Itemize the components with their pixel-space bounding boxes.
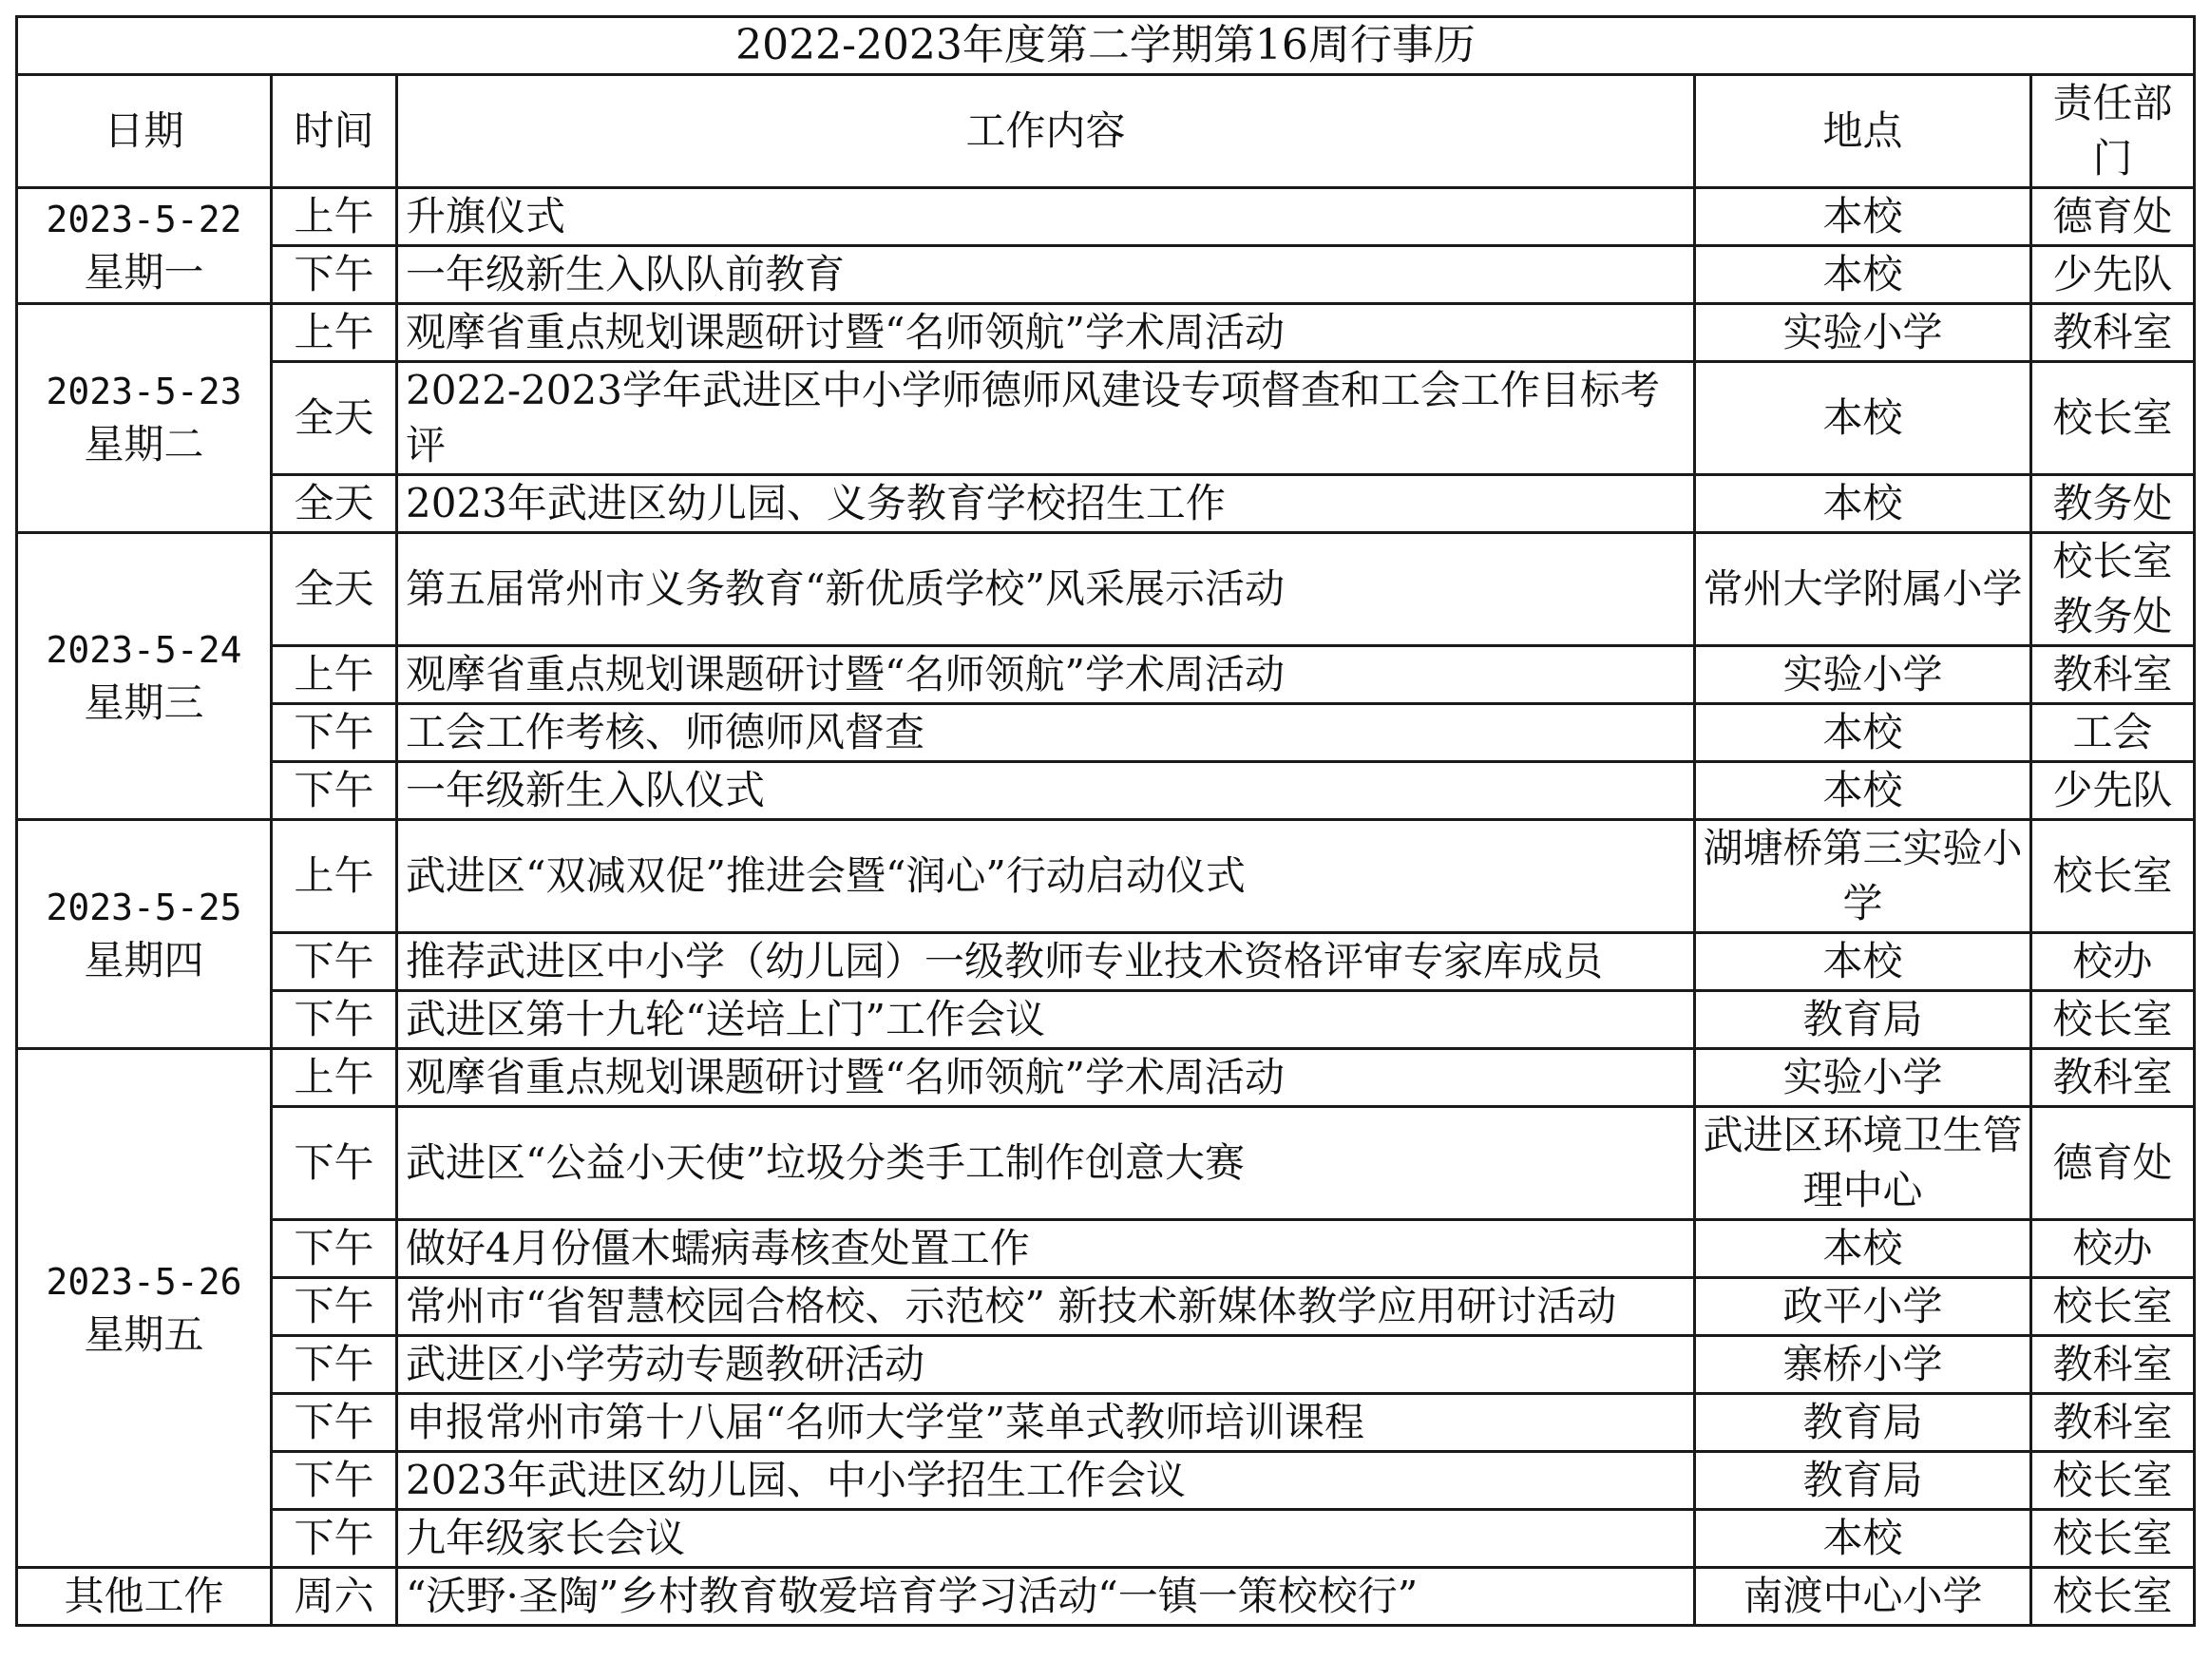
place-cell: 本校 — [1695, 246, 2031, 304]
header-row — [17, 75, 2195, 188]
time-cell: 下午 — [272, 704, 397, 762]
time-cell: 下午 — [272, 1107, 397, 1220]
time-cell: 下午 — [272, 1278, 397, 1336]
time-cell: 全天 — [272, 475, 397, 533]
content-cell: 一年级新生入队队前教育 — [397, 246, 1695, 304]
time-cell: 下午 — [272, 762, 397, 820]
dept-cell: 校长室 — [2031, 991, 2195, 1049]
dept-cell: 教科室 — [2031, 1049, 2195, 1107]
time-cell: 下午 — [272, 246, 397, 304]
time-cell: 下午 — [272, 991, 397, 1049]
time-cell: 全天 — [272, 533, 397, 646]
content-cell: 常州市“省智慧校园合格校、示范校” 新技术新媒体教学应用研讨活动 — [397, 1278, 1695, 1336]
schedule-row — [17, 704, 2195, 762]
dept-cell: 教科室 — [2031, 304, 2195, 362]
schedule-row — [17, 1107, 2195, 1220]
schedule-row — [17, 304, 2195, 362]
place-cell: 本校 — [1695, 1510, 2031, 1568]
schedule-row — [17, 933, 2195, 991]
date-value: 2023-5-25 — [46, 887, 242, 928]
dept-cell: 校长室 — [2031, 362, 2195, 475]
content-cell: 一年级新生入队仪式 — [397, 762, 1695, 820]
schedule-row — [17, 362, 2195, 475]
content-cell: 申报常州市第十八届“名师大学堂”菜单式教师培训课程 — [397, 1394, 1695, 1452]
schedule-row — [17, 1220, 2195, 1278]
date-cell — [17, 1049, 272, 1568]
date-value: 2023-5-23 — [46, 371, 242, 412]
dept-cell: 校长室 — [2031, 1278, 2195, 1336]
dept-cell: 德育处 — [2031, 188, 2195, 246]
content-cell: 武进区“双减双促”推进会暨“润心”行动启动仪式 — [397, 820, 1695, 933]
time-cell: 上午 — [272, 188, 397, 246]
date-cell — [17, 533, 272, 820]
schedule-row — [17, 1452, 2195, 1510]
header-place: 地点 — [1695, 75, 2031, 188]
place-cell: 湖塘桥第三实验小学 — [1695, 820, 2031, 933]
header-date: 日期 — [17, 75, 272, 188]
place-cell: 教育局 — [1695, 1452, 2031, 1510]
time-cell: 下午 — [272, 1510, 397, 1568]
header-content: 工作内容 — [397, 75, 1695, 188]
schedule-row — [17, 533, 2195, 646]
schedule-row — [17, 1394, 2195, 1452]
date-cell — [17, 188, 272, 304]
place-cell: 寨桥小学 — [1695, 1336, 2031, 1394]
time-cell: 下午 — [272, 1336, 397, 1394]
place-cell: 政平小学 — [1695, 1278, 2031, 1336]
schedule-row — [17, 246, 2195, 304]
place-cell: 教育局 — [1695, 991, 2031, 1049]
dept-cell: 教科室 — [2031, 646, 2195, 704]
time-cell: 下午 — [272, 1394, 397, 1452]
content-cell: 武进区第十九轮“送培上门”工作会议 — [397, 991, 1695, 1049]
content-cell: 观摩省重点规划课题研讨暨“名师领航”学术周活动 — [397, 1049, 1695, 1107]
schedule-row — [17, 1278, 2195, 1336]
dept-cell: 校办 — [2031, 933, 2195, 991]
weekday-label: 星期二 — [84, 421, 204, 468]
content-cell: 工会工作考核、师德师风督查 — [397, 704, 1695, 762]
time-cell: 下午 — [272, 933, 397, 991]
day-rows — [17, 188, 2195, 1568]
content-cell: 推荐武进区中小学（幼儿园）一级教师专业技术资格评审专家库成员 — [397, 933, 1695, 991]
dept-cell: 教务处 — [2031, 475, 2195, 533]
place-cell: 本校 — [1695, 933, 2031, 991]
dept-cell: 德育处 — [2031, 1107, 2195, 1220]
content-cell: 升旗仪式 — [397, 188, 1695, 246]
dept-cell: 工会 — [2031, 704, 2195, 762]
content-cell: 观摩省重点规划课题研讨暨“名师领航”学术周活动 — [397, 304, 1695, 362]
time-cell: 上午 — [272, 304, 397, 362]
place-cell: 本校 — [1695, 475, 2031, 533]
time-cell: 全天 — [272, 362, 397, 475]
weekday-label: 星期五 — [84, 1310, 204, 1358]
dept-cell: 少先队 — [2031, 762, 2195, 820]
date-value: 2023-5-24 — [46, 628, 242, 671]
place-cell: 本校 — [1695, 188, 2031, 246]
schedule-row — [17, 991, 2195, 1049]
time-cell: 下午 — [272, 1220, 397, 1278]
place-cell: 常州大学附属小学 — [1695, 533, 2031, 646]
other-work-content: “沃野·圣陶”乡村教育敬爱培育学习活动“一镇一策校校行” — [397, 1568, 1695, 1626]
schedule-row — [17, 646, 2195, 704]
place-cell: 本校 — [1695, 1220, 2031, 1278]
schedule-row — [17, 1336, 2195, 1394]
title-row — [17, 17, 2195, 75]
time-cell: 上午 — [272, 646, 397, 704]
schedule-row — [17, 820, 2195, 933]
time-cell: 下午 — [272, 1452, 397, 1510]
dept-cell: 校长室教务处 — [2031, 533, 2195, 646]
schedule-row — [17, 475, 2195, 533]
other-work-dept: 校长室 — [2031, 1568, 2195, 1626]
content-cell: 做好4月份僵木蠕病毒核查处置工作 — [397, 1220, 1695, 1278]
schedule-row — [17, 188, 2195, 246]
content-cell: 第五届常州市义务教育“新优质学校”风采展示活动 — [397, 533, 1695, 646]
content-cell: 2023年武进区幼儿园、义务教育学校招生工作 — [397, 475, 1695, 533]
place-cell: 武进区环境卫生管理中心 — [1695, 1107, 2031, 1220]
date-value: 2023-5-26 — [46, 1260, 242, 1303]
place-cell: 实验小学 — [1695, 646, 2031, 704]
place-cell: 教育局 — [1695, 1394, 2031, 1452]
dept-cell: 教科室 — [2031, 1394, 2195, 1452]
weekly-calendar-table — [15, 15, 2196, 1627]
content-cell: 观摩省重点规划课题研讨暨“名师领航”学术周活动 — [397, 646, 1695, 704]
header-time: 时间 — [272, 75, 397, 188]
schedule-row — [17, 1510, 2195, 1568]
time-cell: 上午 — [272, 1049, 397, 1107]
other-work-place: 南渡中心小学 — [1695, 1568, 2031, 1626]
weekday-label: 星期一 — [84, 248, 204, 296]
other-work-label: 其他工作 — [17, 1568, 272, 1626]
other-work-row — [17, 1568, 2195, 1626]
header-dept: 责任部门 — [2031, 75, 2195, 188]
content-cell: 九年级家长会议 — [397, 1510, 1695, 1568]
dept-cell: 校长室 — [2031, 1452, 2195, 1510]
time-cell: 上午 — [272, 820, 397, 933]
schedule-row — [17, 1049, 2195, 1107]
dept-cell: 校长室 — [2031, 820, 2195, 933]
dept-cell: 教科室 — [2031, 1336, 2195, 1394]
dept-cell: 校办 — [2031, 1220, 2195, 1278]
content-cell: 2022-2023学年武进区中小学师德师风建设专项督查和工会工作目标考评 — [397, 362, 1695, 475]
calendar-title: 2022-2023年度第二学期第16周行事历 — [17, 17, 2195, 75]
place-cell: 实验小学 — [1695, 304, 2031, 362]
dept-cell: 校长室 — [2031, 1510, 2195, 1568]
place-cell: 实验小学 — [1695, 1049, 2031, 1107]
schedule-row — [17, 762, 2195, 820]
other-work-rows — [17, 1568, 2195, 1626]
other-work-time: 周六 — [272, 1568, 397, 1626]
place-cell: 本校 — [1695, 762, 2031, 820]
weekday-label: 星期四 — [84, 937, 204, 983]
weekday-label: 星期三 — [84, 678, 204, 726]
date-cell — [17, 820, 272, 1049]
dept-cell: 少先队 — [2031, 246, 2195, 304]
content-cell: 武进区小学劳动专题教研活动 — [397, 1336, 1695, 1394]
place-cell: 本校 — [1695, 362, 2031, 475]
place-cell: 本校 — [1695, 704, 2031, 762]
date-value: 2023-5-22 — [46, 198, 242, 240]
date-cell — [17, 304, 272, 533]
content-cell: 2023年武进区幼儿园、中小学招生工作会议 — [397, 1452, 1695, 1510]
content-cell: 武进区“公益小天使”垃圾分类手工制作创意大赛 — [397, 1107, 1695, 1220]
